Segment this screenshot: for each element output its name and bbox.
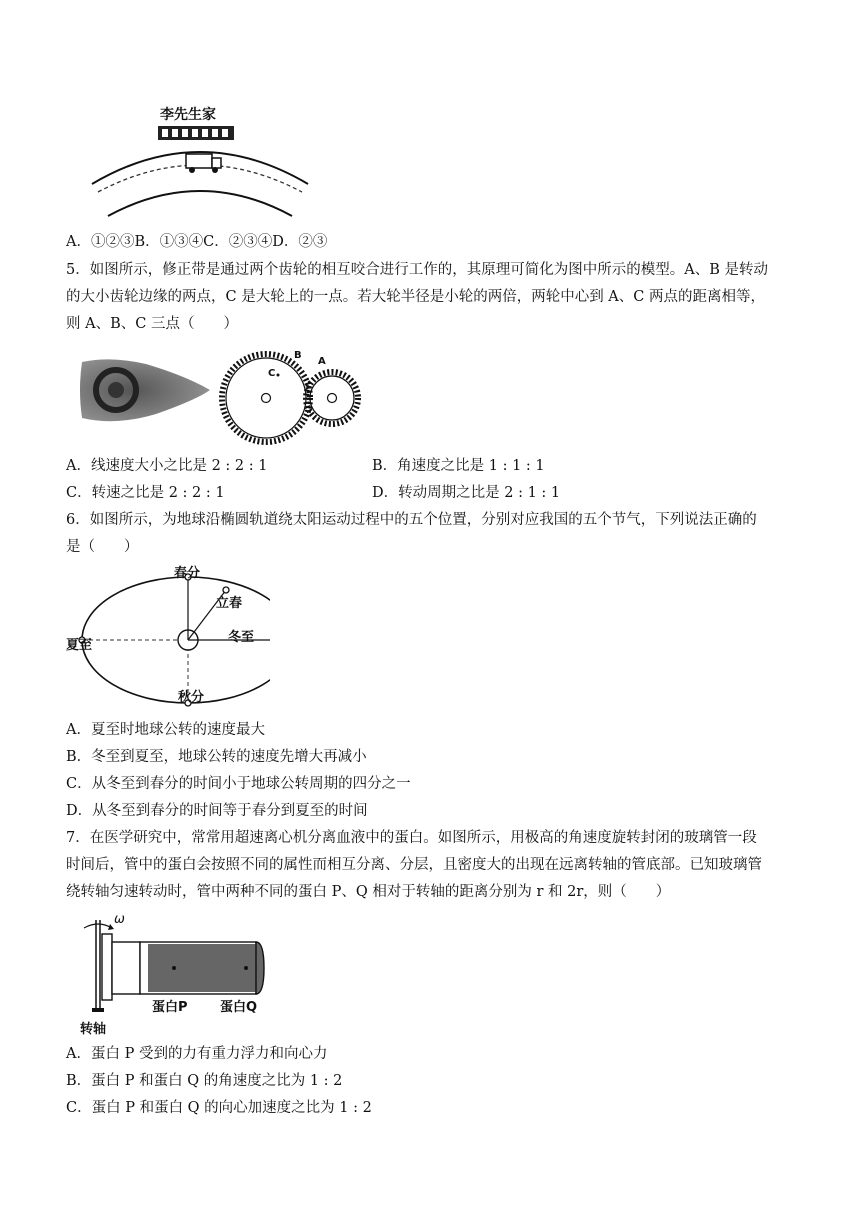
q7-stem-line3: 绕转轴匀速转动时，管中两种不同的蛋白 P、Q 相对于转轴的距离分别为 r 和 2r，则（ ） <box>66 884 671 900</box>
label-chunfen: 春分 <box>174 566 201 581</box>
gear-label-c: C <box>268 368 276 379</box>
omega-label: ω <box>114 912 125 927</box>
label-protein-p: 蛋白P <box>152 1000 188 1015</box>
q6-option-a: A．夏至时地球公转的速度最大 <box>66 722 265 738</box>
q5-option-b: B．角速度之比是 1 : 1 : 1 <box>372 458 545 474</box>
q5-stem-line3: 则 A、B、C 三点（ ） <box>66 316 238 332</box>
label-xiazhi: 夏至 <box>66 638 93 653</box>
correction-tape-image <box>76 352 212 428</box>
q6-option-c: C．从冬至到春分的时间小于地球公转周期的四分之一 <box>66 776 411 792</box>
gear-drawing <box>218 350 368 446</box>
label-protein-q: 蛋白Q <box>220 1000 258 1015</box>
q7-option-a: A．蛋白 P 受到的力有重力浮力和向心力 <box>66 1046 328 1062</box>
q5-stem-line1: 5．如图所示，修正带是通过两个齿轮的相互咬合进行工作的，其原理可简化为图中所示的模型。A、B 是转动 <box>66 262 768 278</box>
q6-stem-line1: 6．如图所示，为地球沿椭圆轨道绕太阳运动过程中的五个位置，分别对应我国的五个节气，下列说法正确的 <box>66 512 757 528</box>
q4-options: A．①②③B．①③④C．②③④D．②③ <box>66 234 328 250</box>
centrifuge-diagram <box>70 912 280 1038</box>
q6-stem-line2: 是（ ） <box>66 539 139 555</box>
q6-option-b: B．冬至到夏至，地球公转的速度先增大再减小 <box>66 749 367 765</box>
road-drawing <box>80 100 320 220</box>
q7-stem-line2: 时间后，管中的蛋白会按照不同的属性而相互分离、分层，且密度大的出现在远离转轴的管底部。已知玻璃管 <box>66 857 762 873</box>
q7-option-b: B．蛋白 P 和蛋白 Q 的角速度之比为 1 : 2 <box>66 1073 343 1089</box>
q7-stem-line1: 7．在医学研究中，常常用超速离心机分离血液中的蛋白。如图所示，用极高的角速度旋转封闭的玻璃管一段 <box>66 830 757 846</box>
q7-option-c: C．蛋白 P 和蛋白 Q 的向心加速度之比为 1 : 2 <box>66 1100 372 1116</box>
q5-option-d: D．转动周期之比是 2 : 1 : 1 <box>372 485 561 501</box>
gear-label-a: A <box>318 356 326 367</box>
label-dongzhi: 冬至 <box>228 630 255 645</box>
road-figure <box>80 100 320 220</box>
label-lichun: 立春 <box>216 596 243 611</box>
orbit-diagram <box>66 566 270 716</box>
q6-option-d: D．从冬至到春分的时间等于春分到夏至的时间 <box>66 803 368 819</box>
correction-tape-photo <box>76 352 212 428</box>
label-axis: 转轴 <box>80 1022 107 1037</box>
q5-stem-line2: 的大小齿轮边缘的两点，C 是大轮上的一点。若大轮半径是小轮的两倍，两轮中心到 A、C 两点的距离相等， <box>66 289 765 305</box>
q5-option-a: A．线速度大小之比是 2 : 2 : 1 <box>66 458 268 474</box>
gear-label-b: B <box>294 350 302 361</box>
label-qiufen: 秋分 <box>178 690 205 705</box>
q5-option-c: C．转速之比是 2 : 2 : 1 <box>66 485 225 501</box>
house-label: 李先生家 <box>160 107 216 123</box>
gear-diagram <box>218 350 368 446</box>
